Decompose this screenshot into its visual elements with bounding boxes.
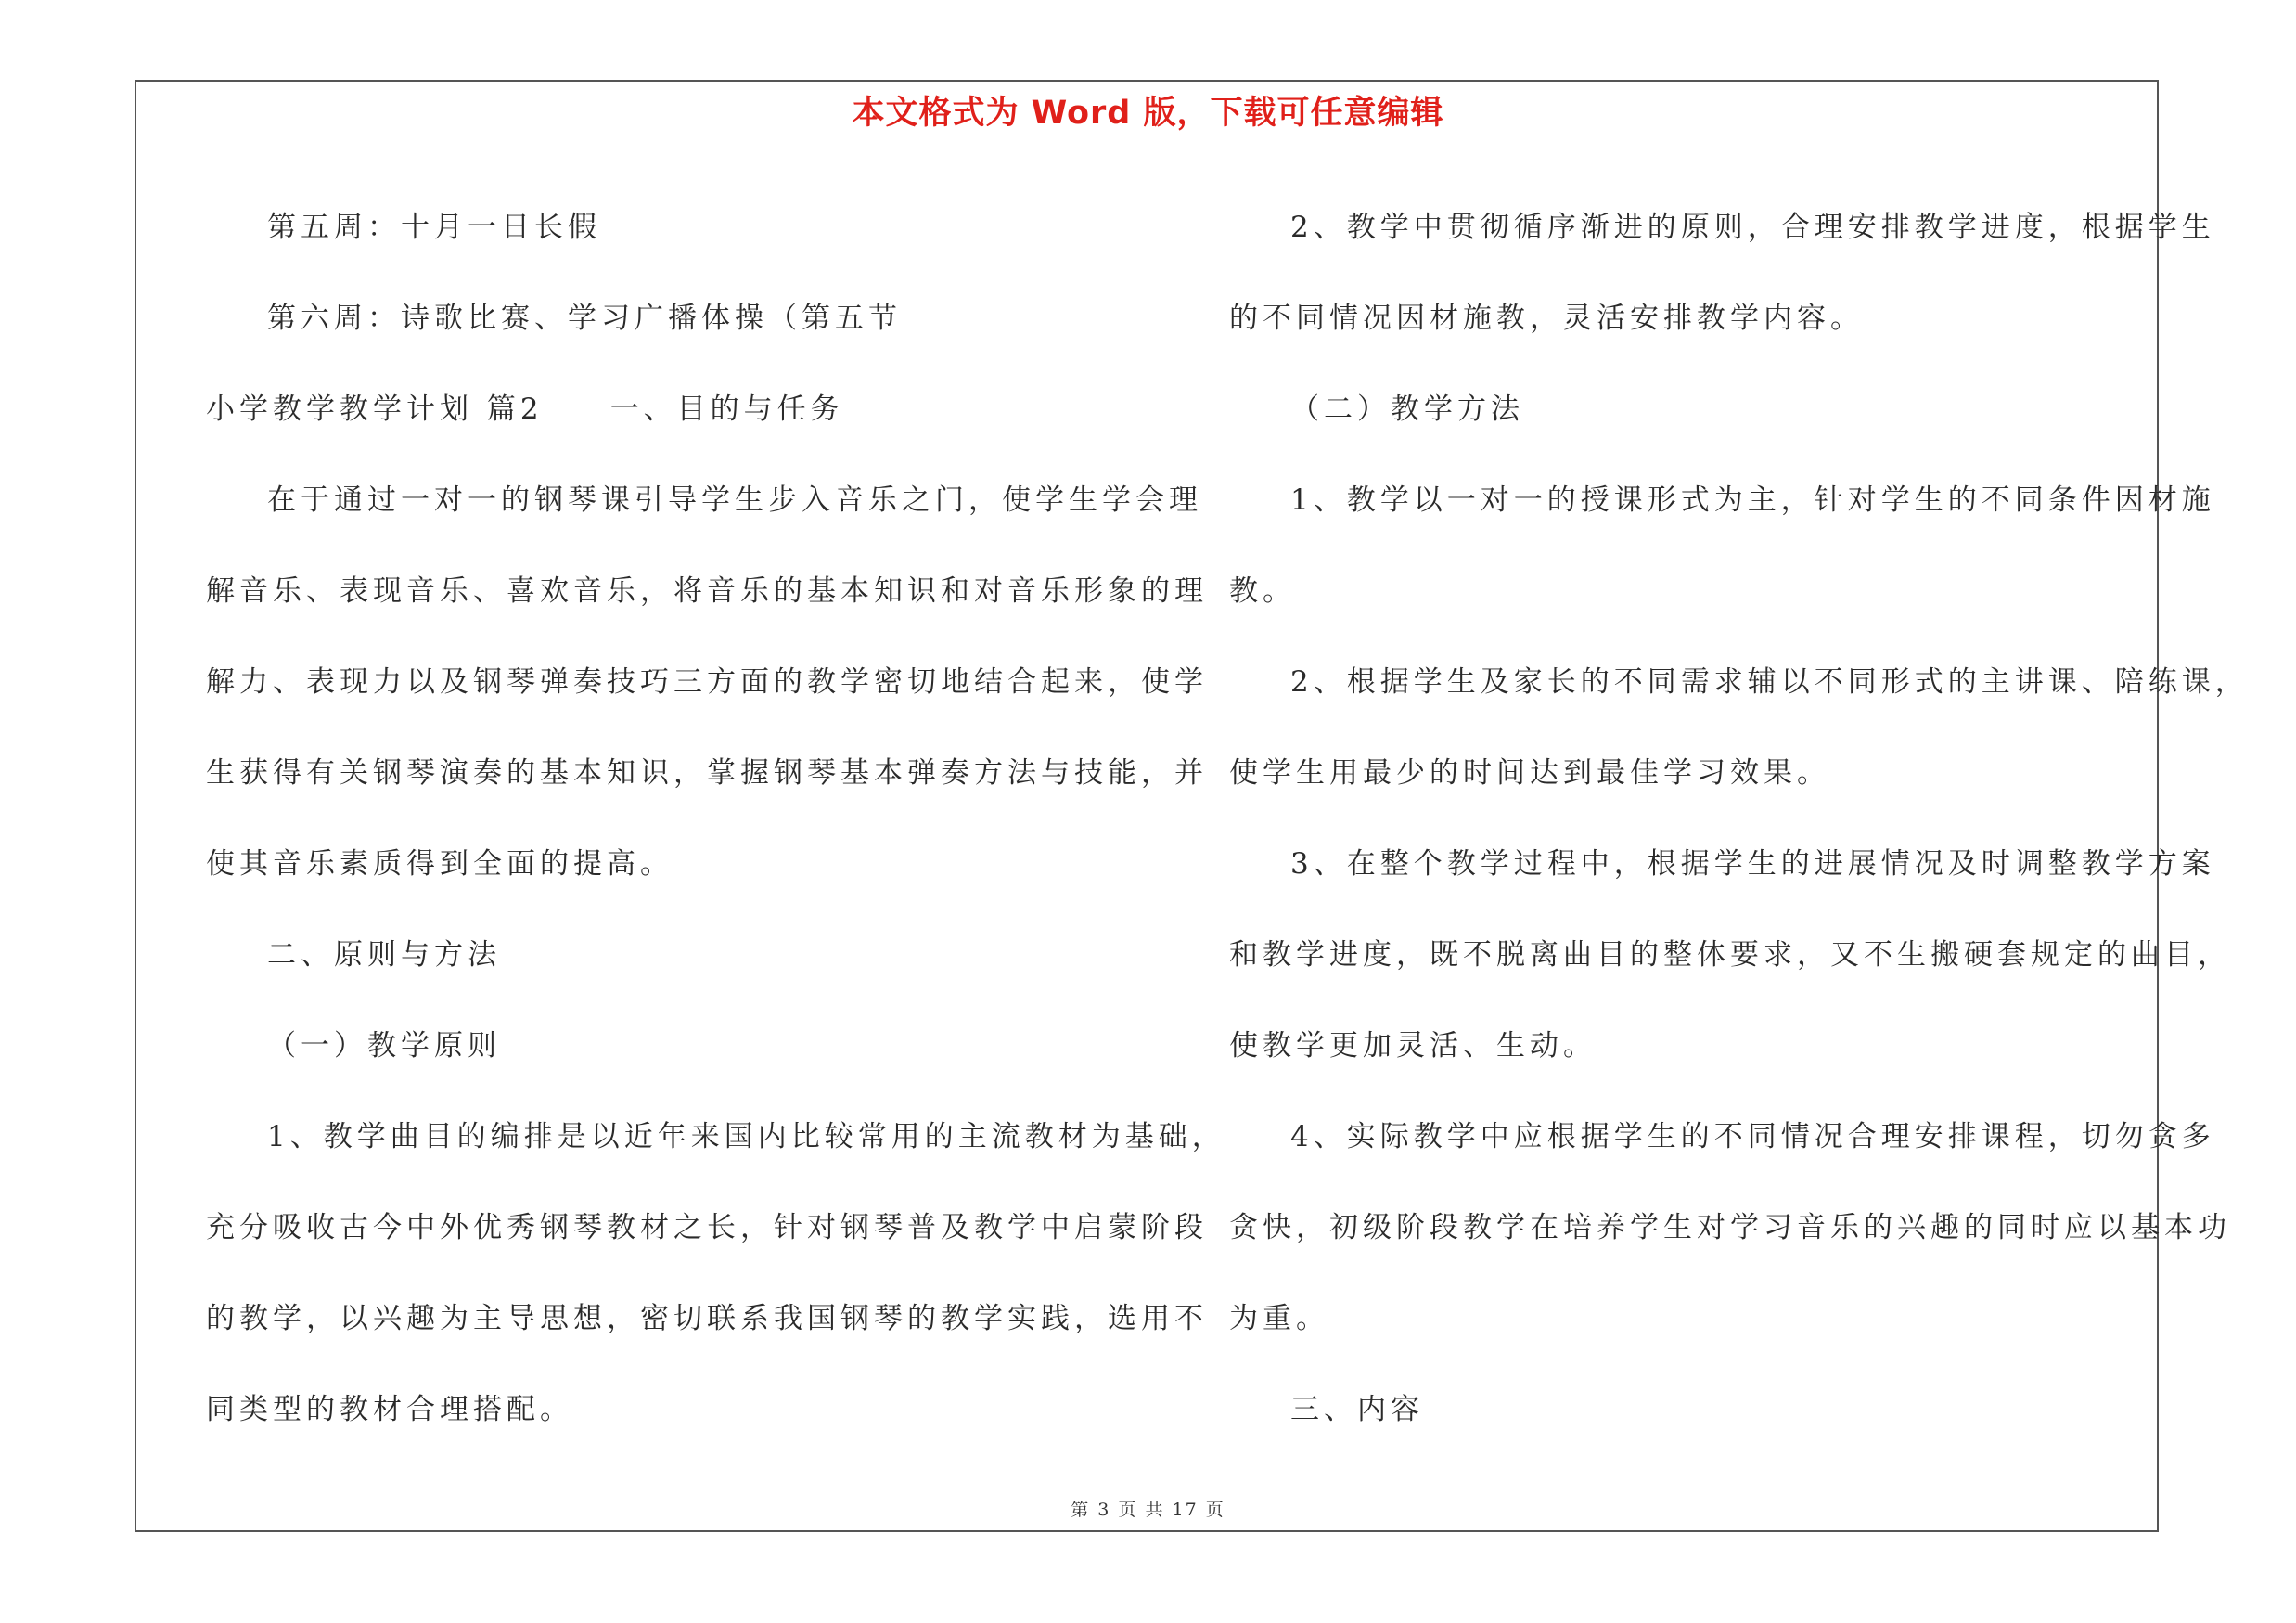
paragraph-line: 使教学更加灵活、生动。 (1229, 1029, 1597, 1063)
paragraph-line: 的不同情况因材施教，灵活安排教学内容。 (1229, 302, 1864, 335)
paragraph-line: 教。 (1229, 574, 1296, 608)
paragraph-line: 生获得有关钢琴演奏的基本知识，掌握钢琴基本弹奏方法与技能，并 (206, 756, 1208, 790)
paragraph-line: 使其音乐素质得到全面的提高。 (206, 847, 673, 881)
paragraph-line: 在于通过一对一的钢琴课引导学生步入音乐之门，使学生学会理 (267, 483, 1202, 517)
paragraph-line: 充分吸收古今中外优秀钢琴教材之长，针对钢琴普及教学中启蒙阶段 (206, 1211, 1208, 1244)
paragraph-line: 解力、表现力以及钢琴弹奏技巧三方面的教学密切地结合起来，使学 (206, 665, 1208, 699)
right-column (1229, 182, 2249, 1455)
paragraph-line: 贪快，初级阶段教学在培养学生对学习音乐的兴趣的同时应以基本功 (1229, 1211, 2231, 1244)
paragraph-line: 第六周：诗歌比赛、学习广播体操（第五节 (267, 302, 902, 335)
paragraph-line: 的教学，以兴趣为主导思想，密切联系我国钢琴的教学实践，选用不 (206, 1302, 1208, 1335)
page-number-footer: 第 3 页 共 17 页 (1071, 1500, 1225, 1520)
paragraph-line: 同类型的教材合理搭配。 (206, 1393, 573, 1426)
paragraph-line: 4、实际教学中应根据学生的不同情况合理安排课程，切勿贪多 (1290, 1120, 2215, 1153)
paragraph-line: 2、教学中贯彻循序渐进的原则，合理安排教学进度，根据学生 (1290, 211, 2215, 244)
left-column (206, 182, 1225, 1455)
paragraph-line: 2、根据学生及家长的不同需求辅以不同形式的主讲课、陪练课， (1290, 665, 2249, 699)
paragraph-line: 为重。 (1229, 1302, 1329, 1335)
paragraph-line: 第五周：十月一日长假 (267, 211, 601, 244)
paragraph-line: 三、内容 (1290, 1393, 1424, 1426)
word-format-banner: 本文格式为 Word 版，下载可任意编辑 (852, 95, 1444, 132)
paragraph-line: （二）教学方法 (1290, 393, 1524, 426)
paragraph-line: 1、教学以一对一的授课形式为主，针对学生的不同条件因材施 (1290, 483, 2215, 517)
paragraph-line: 小学教学教学计划 篇2 一、目的与任务 (206, 393, 844, 426)
paragraph-line: 1、教学曲目的编排是以近年来国内比较常用的主流教材为基础， (267, 1120, 1225, 1153)
paragraph-line: （一）教学原则 (267, 1029, 501, 1063)
paragraph-line: 和教学进度，既不脱离曲目的整体要求，又不生搬硬套规定的曲目， (1229, 938, 2231, 972)
paragraph-line: 二、原则与方法 (267, 938, 501, 972)
paragraph-line: 使学生用最少的时间达到最佳学习效果。 (1229, 756, 1830, 790)
paragraph-line: 解音乐、表现音乐、喜欢音乐，将音乐的基本知识和对音乐形象的理 (206, 574, 1208, 608)
paragraph-line: 3、在整个教学过程中，根据学生的进展情况及时调整教学方案 (1290, 847, 2215, 881)
